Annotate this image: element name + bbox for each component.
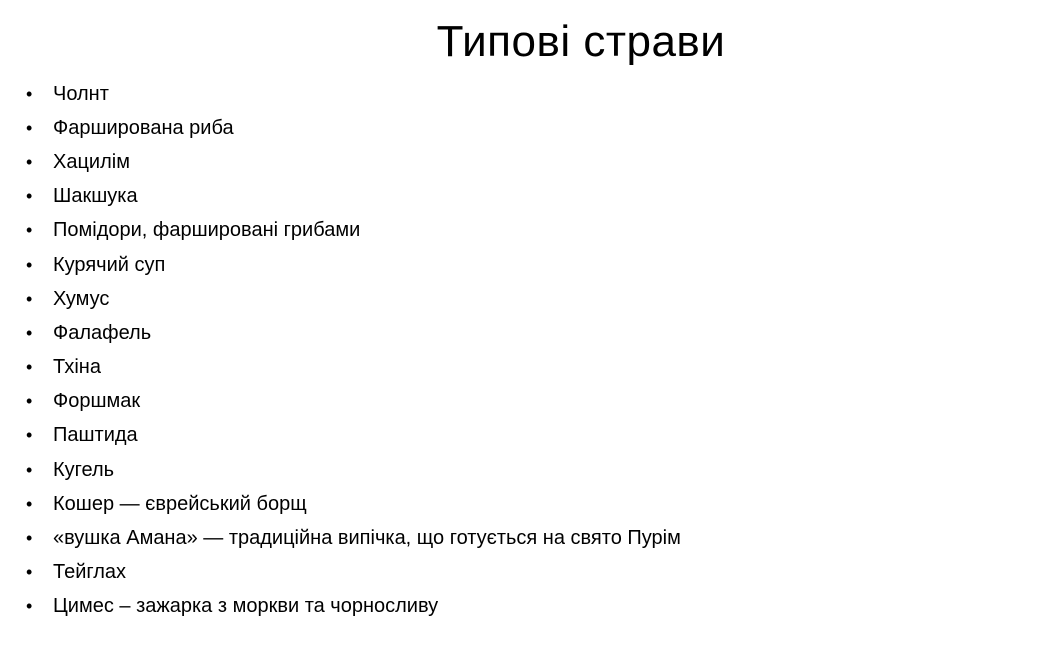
list-item [26, 282, 681, 316]
list-item [26, 453, 681, 487]
bullet-icon: • [26, 117, 33, 138]
list-item [26, 111, 681, 145]
list-item [26, 316, 681, 350]
list-item-text: Тейглах [53, 561, 127, 584]
bullet-icon: • [26, 151, 33, 172]
list-item-text: Шакшука [53, 185, 138, 208]
list-item [26, 556, 681, 590]
list-item-text: Фалафель [53, 321, 152, 344]
list-item-text: Фарширована риба [53, 116, 234, 139]
list-item [26, 351, 681, 385]
bullet-icon: • [26, 459, 33, 480]
list-item [26, 590, 681, 624]
list-item [26, 521, 681, 555]
list-item [26, 214, 681, 248]
list-item-text: Чолнт [53, 82, 109, 105]
list-item-text: Цимес – зажарка з моркви та чорносливу [53, 595, 439, 618]
bullet-icon: • [26, 528, 33, 549]
bullet-icon: • [26, 562, 33, 583]
bullet-icon: • [26, 493, 33, 514]
bullet-icon: • [26, 186, 33, 207]
bullet-icon: • [26, 596, 33, 617]
bullet-icon: • [26, 425, 33, 446]
bullet-icon: • [26, 83, 33, 104]
list-item-text: Хумус [53, 287, 110, 310]
list-item [26, 248, 681, 282]
bullet-icon: • [26, 220, 33, 241]
list-item [26, 180, 681, 214]
slide-title: Типові страви [436, 17, 726, 66]
bullet-icon: • [26, 322, 33, 343]
bullet-icon: • [26, 357, 33, 378]
bullet-icon: • [26, 288, 33, 309]
dish-list [26, 77, 681, 624]
list-item-text: Форшмак [53, 390, 141, 413]
list-item-text: Помідори, фаршировані грибами [53, 219, 361, 242]
list-item-text: Кошер — єврейський борщ [53, 492, 307, 515]
list-item [26, 419, 681, 453]
list-item-text: Паштида [53, 424, 138, 447]
list-item-text: Тхіна [53, 356, 101, 379]
list-item-text: Хацилім [53, 150, 130, 173]
bullet-icon: • [26, 391, 33, 412]
list-item [26, 145, 681, 179]
list-item [26, 77, 681, 111]
bullet-icon: • [26, 254, 33, 275]
list-item-text: Кугель [53, 458, 115, 481]
list-item-text: «вушка Амана» — традиційна випічка, що готується на свято Пурім [53, 527, 681, 550]
list-item-text: Курячий суп [53, 253, 166, 276]
list-item [26, 385, 681, 419]
list-item [26, 487, 681, 521]
